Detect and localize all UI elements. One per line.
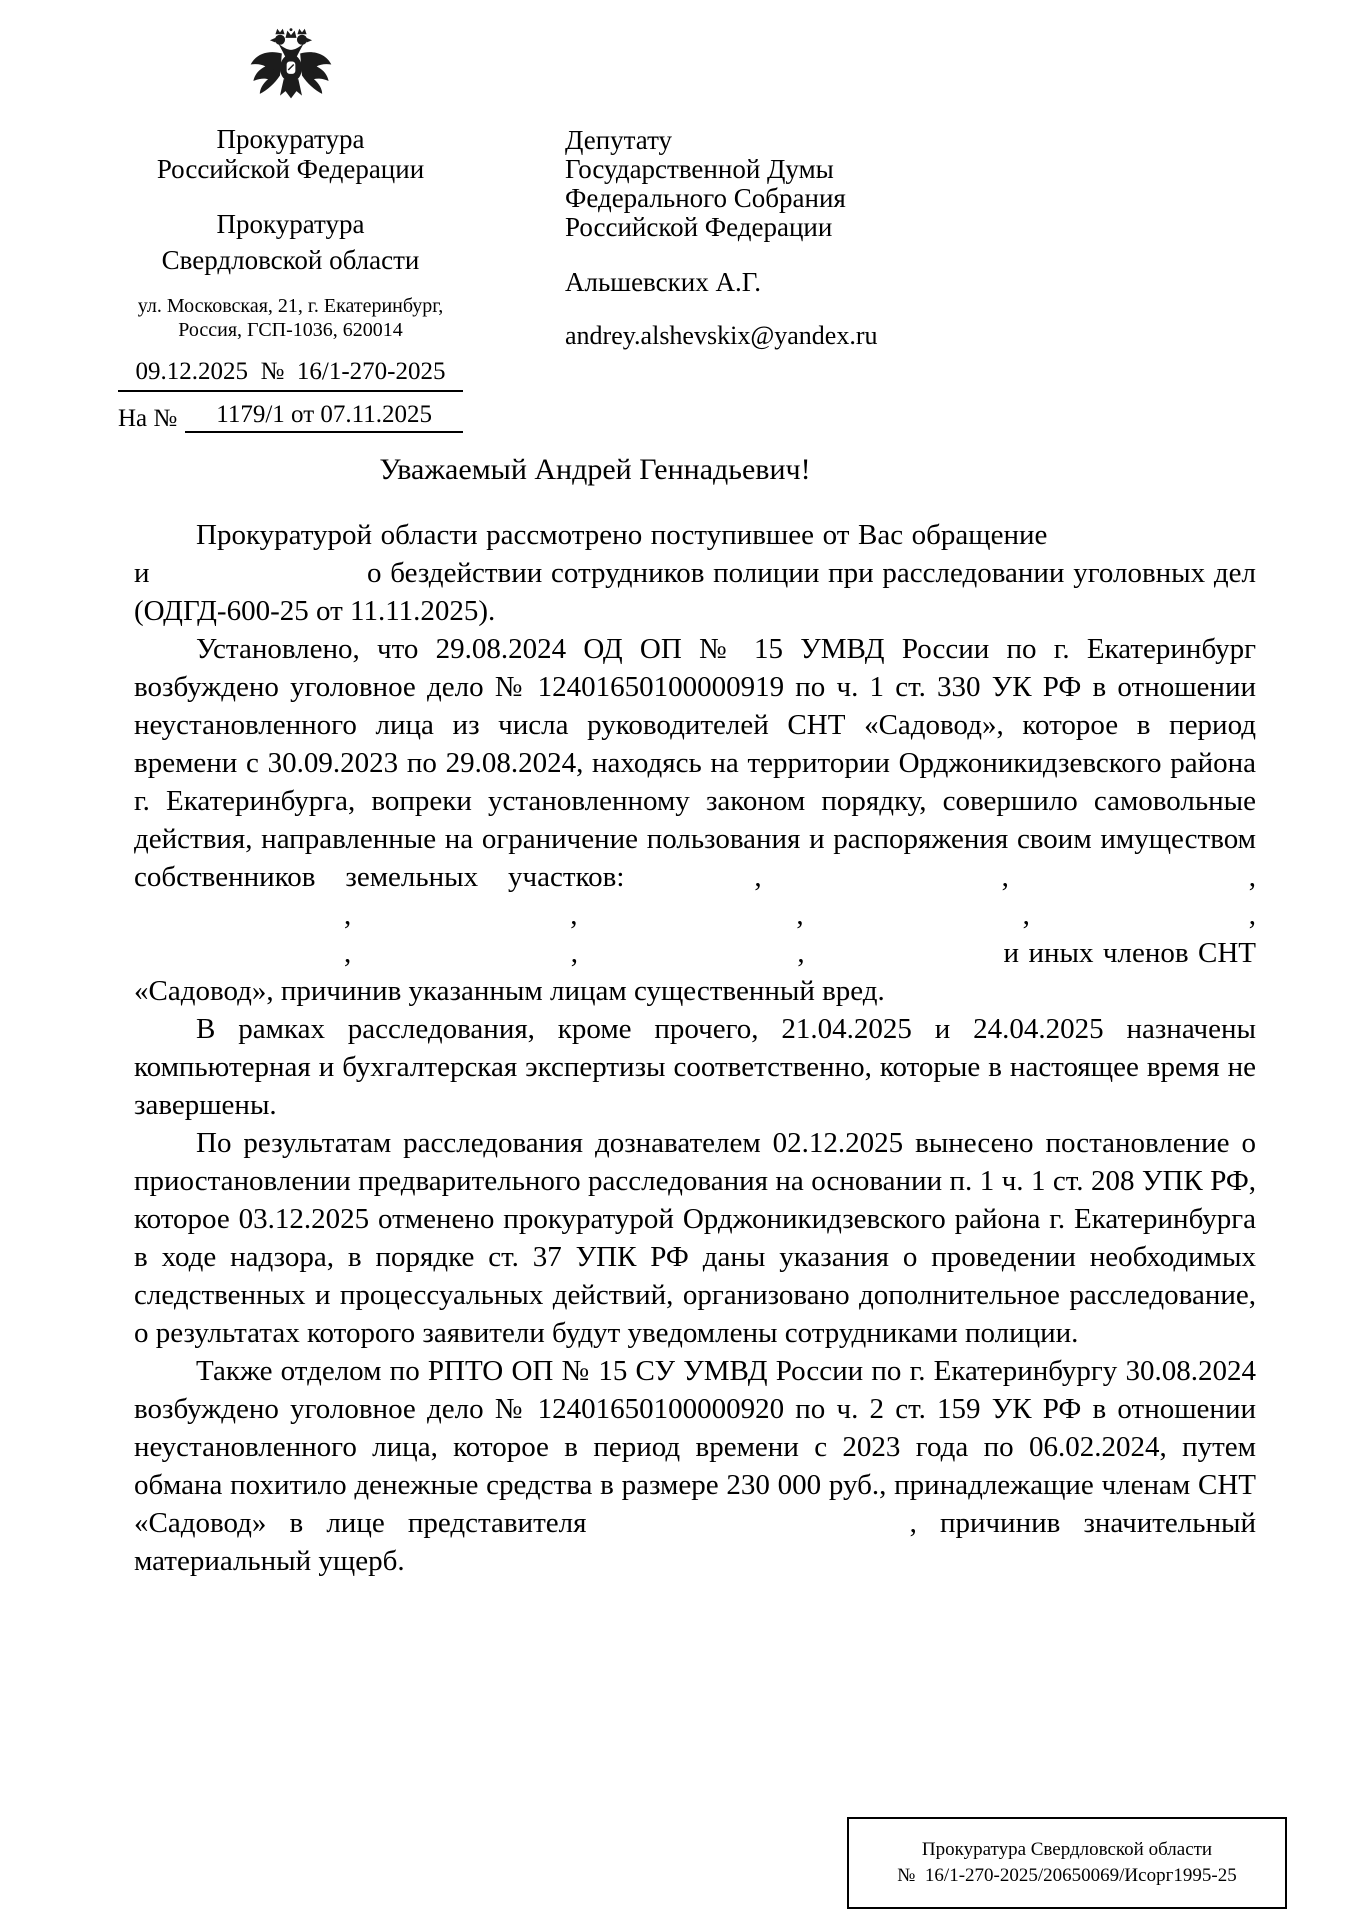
org-address-line1: ул. Московская, 21, г. Екатеринбург, [137,295,444,317]
redacted-name-comma: , [1248,861,1256,893]
recipient-block [565,126,1025,350]
redacted-name-comma: , [570,937,578,969]
registration-stamp-box [847,1817,1287,1909]
redacted-name-comma: , [796,899,804,931]
org-address-line2: Россия, ГСП-1036, 620014 [178,319,403,341]
russia-coat-of-arms-icon [245,26,337,114]
redaction-gap [360,923,570,924]
p1-text-end: о бездействии сотрудников полиции при расследовании уголовных дел (ОДГД-600-25 от 11.11.2025). [134,557,1256,627]
redacted-name-comma: , [570,899,578,931]
redaction-gap [586,923,796,924]
redacted-name-comma: , [1001,861,1009,893]
p1-conjunction: и [134,557,150,589]
redacted-name-comma: , [344,937,352,969]
paragraph-4: По результатам расследования дознавателем 02.12.2025 вынесено постановление о приостановлении предварительного расследования на основании п. 1 ч. 1 ст. 208 УПК РФ, которое 03.12.2025 отменено прокуратурой Орджоникидзевского района г. Екатеринбурга в ходе надзора, в порядке ст. 37 УПК РФ даны указания о проведении необходимых следственных и процессуальных действий, организовано дополнительное расследование, о результатах которого заявители будут уведомлены сотрудниками полиции. [134,1127,1256,1349]
redaction-gap [587,961,797,962]
redacted-name-comma: , [797,937,805,969]
reference-label: На № [118,405,178,432]
stamp-number-line: № 16/1-270-2025/20650069/Исорг1995-25 [897,1865,1237,1886]
p5-text-start: Также отделом по РПТО ОП № 15 СУ УМВД России по г. Екатеринбургу 30.08.2024 возбуждено уголовное дело № 12401650100000920 по ч. 2 ст. 159 УК РФ в отношении неустановленного лица, которое в период времени с 2023 года по 06.02.2024, путем обмана похитило денежные средства в размере 230 000 руб., принадлежащие членам СНТ «Садовод» в лице представителя [134,1355,1256,1539]
recipient-line-4: Российской Федерации [565,212,833,242]
letterhead-left [118,26,463,433]
redaction-gap [813,923,1023,924]
paragraph-5 [134,1352,1256,1580]
redaction-gap [134,961,344,962]
org-address [118,294,463,342]
redacted-name-comma: , [344,899,352,931]
redaction-gap [361,961,571,962]
org-title-rf-line1: Прокуратура [216,124,365,154]
recipient-line-2: Государственной Думы [565,154,834,184]
letter-body [134,452,1256,1580]
redaction-gap [1039,923,1249,924]
p2-text-start: Установлено, что 29.08.2024 ОД ОП № 15 УМВД России по г. Екатеринбург возбуждено уголовное дело № 12401650100000919 по ч. 1 ст. 330 УК РФ в отношении неустановленного лица из числа руководителей СНТ «Садовод», которое в период времени с 30.09.2023 по 29.08.2024, находясь на территории Орджоникидзевского района г. Екатеринбурга, вопреки установленному законом порядку, совершило самовольные действия, направленные на ограничение пользования и распоряжения своим имуществом собственников земельных участков: [134,633,1256,893]
stamp-org-line: Прокуратура Свердловской области [921,1839,1213,1860]
org-title-rf [118,124,463,184]
recipient-name: Альшевских А.Г. [565,267,762,297]
recipient-email: andrey.alshevskix@yandex.ru [565,321,878,350]
reference-value: 1179/1 от 07.11.2025 [185,401,463,433]
redacted-name-comma: , [1248,899,1256,931]
redaction-gap [158,581,358,582]
p2-text-end: и иных членов СНТ «Садовод», причинив указанным лицам существенный вред. [134,937,1256,1007]
recipient-line-1: Депутату [565,125,673,155]
redaction-gap [792,885,1002,886]
redaction-gap [134,923,344,924]
org-title-region [118,206,463,278]
org-title-rf-line2: Российской Федерации [156,154,425,184]
redaction-gap [1056,543,1256,544]
org-title-region-line2: Свердловской области [161,245,420,275]
redaction-gap [814,961,994,962]
paragraph-1 [134,516,1256,630]
redacted-name-comma: , [754,861,762,893]
p1-text-start: Прокуратурой области рассмотрено поступившее от Вас обращение [196,519,1048,551]
paragraph-3: В рамках расследования, кроме прочего, 21.04.2025 и 24.04.2025 назначены компьютерная и бухгалтерская экспертизы соответственно, которые в настоящее время не завершены. [134,1013,1256,1121]
salutation: Уважаемый Андрей Геннадьевич! [379,453,811,486]
redaction-gap [654,885,754,886]
redacted-name-comma: , [1022,899,1030,931]
reference-line [118,401,463,433]
outgoing-date-number: 09.12.2025 № 16/1-270-2025 [118,358,463,392]
redaction-gap [1039,885,1249,886]
recipient-line-3: Федерального Собрания [565,183,846,213]
paragraph-2 [134,630,1256,1010]
redaction-gap [610,1531,910,1532]
p5-text-end: , причинив значительный материальный ущерб. [134,1507,1256,1577]
org-title-region-line1: Прокуратура [216,209,365,239]
